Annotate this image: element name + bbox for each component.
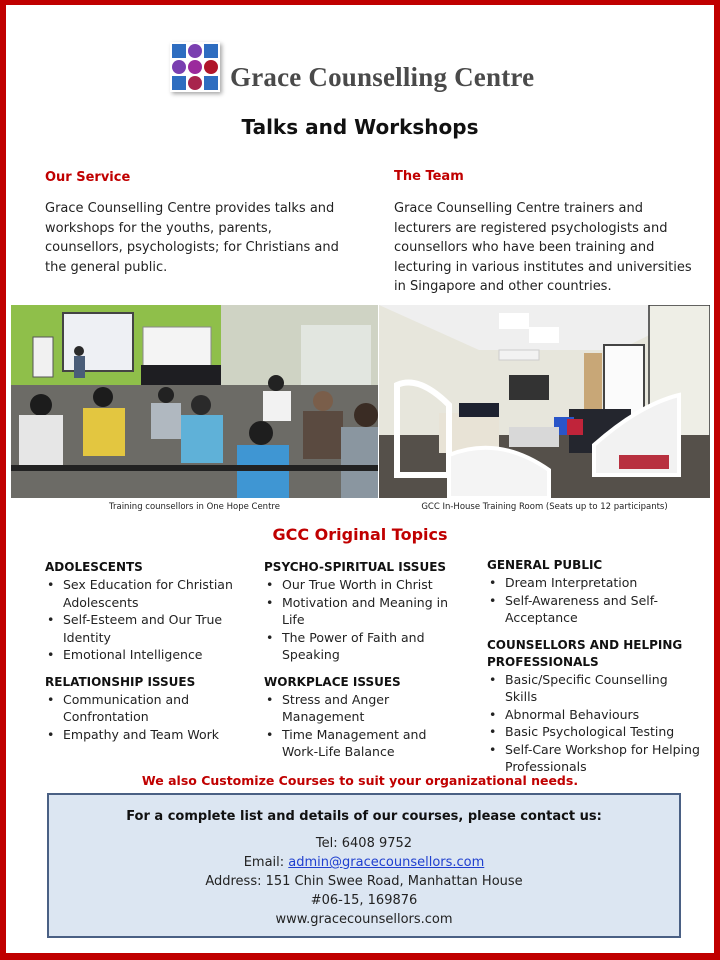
- contact-address-line1: Address: 151 Chin Swee Road, Manhattan House: [205, 874, 523, 889]
- topic-item: • Stress and Anger Management: [264, 691, 464, 726]
- topics-column-3: [487, 557, 702, 786]
- tel-number: 6408 9752: [341, 836, 413, 851]
- logo-square: [204, 44, 218, 58]
- topic-item: • Dream Interpretation: [487, 574, 702, 592]
- topic-item: • Abnormal Behaviours: [487, 706, 702, 724]
- brand-name: Grace Counselling Centre: [230, 62, 535, 92]
- photo-caption: Training counsellors in One Hope Centre: [109, 502, 280, 512]
- topic-group-general-public: [487, 557, 702, 627]
- contact-lead: For a complete list and details of our courses, please contact us:: [126, 809, 602, 824]
- our-service-body: Grace Counselling Centre provides talks and workshops for the youths, parents, counsellors, psychologists; for Christians and the general public.: [45, 201, 339, 275]
- topic-item: • Time Management and Work-Life Balance: [264, 726, 464, 761]
- topic-group-relationship: [45, 674, 245, 744]
- logo-circle: [188, 44, 202, 58]
- topic-item: • Communication and Confrontation: [45, 691, 245, 726]
- email-label: Email:: [243, 855, 289, 870]
- email-link[interactable]: admin@gracecounsellors.com: [288, 855, 485, 870]
- topic-item: • Self-Awareness and Self-Acceptance: [487, 592, 702, 627]
- training-room-photo: [379, 305, 710, 498]
- training-session-image: [11, 305, 378, 498]
- topic-item: • Emotional Intelligence: [45, 646, 245, 664]
- our-service-heading: Our Service: [45, 170, 131, 185]
- training-room-image: [379, 305, 710, 498]
- photo-caption: GCC In-House Training Room (Seats up to 12 participants): [421, 502, 668, 512]
- contact-box: [47, 793, 681, 938]
- topic-group-heading: PSYCHO-SPIRITUAL ISSUES: [264, 560, 447, 574]
- topics-column-2: [264, 559, 464, 771]
- topic-group-heading: COUNSELLORS AND HELPING PROFESSIONALS: [487, 637, 683, 669]
- gcc-logo-icon: [170, 42, 220, 92]
- topics-column-1: [45, 559, 245, 753]
- contact-email: [49, 853, 679, 872]
- logo-circle: [188, 60, 202, 74]
- topic-item: • Sex Education for Christian Adolescents: [45, 576, 245, 611]
- topic-group-workplace: [264, 674, 464, 761]
- topic-group-counsellors: [487, 637, 702, 776]
- topic-item: • Basic/Specific Counselling Skills: [487, 671, 702, 706]
- customize-note: We also Customize Courses to suit your organizational needs.: [141, 773, 579, 788]
- topic-item: • Self-Care Workshop for Helping Professionals: [487, 741, 702, 776]
- logo-circle: [188, 76, 202, 90]
- contact-tel: [49, 834, 679, 853]
- the-team-heading: The Team: [394, 169, 464, 184]
- logo-circle: [204, 60, 218, 74]
- page-title: Talks and Workshops: [241, 115, 479, 139]
- topics-title: GCC Original Topics: [272, 525, 448, 544]
- logo-square: [204, 76, 218, 90]
- contact-website: www.gracecounsellors.com: [275, 912, 453, 927]
- the-team-body: Grace Counselling Centre trainers and lecturers are registered psychologists and counsellors who have been training and lecturing in various institutes and universities in Singapore and other countries.: [394, 201, 692, 294]
- logo-square: [172, 76, 186, 90]
- topic-item: • Our True Worth in Christ: [264, 576, 464, 594]
- topic-item: • Basic Psychological Testing: [487, 723, 702, 741]
- header: [170, 42, 534, 92]
- topic-item: • The Power of Faith and Speaking: [264, 629, 464, 664]
- topic-group-heading: RELATIONSHIP ISSUES: [45, 674, 196, 689]
- topic-group-heading: GENERAL PUBLIC: [487, 558, 603, 572]
- topic-group-heading: WORKPLACE ISSUES: [264, 674, 401, 689]
- topic-item: • Motivation and Meaning in Life: [264, 594, 464, 629]
- topic-item: • Empathy and Team Work: [45, 726, 245, 744]
- contact-address-line2: #06-15, 169876: [310, 893, 418, 908]
- topic-item: • Self-Esteem and Our True Identity: [45, 611, 245, 646]
- topic-group-heading: ADOLESCENTS: [45, 560, 143, 574]
- topic-group-adolescents: [45, 559, 245, 664]
- logo-square: [172, 44, 186, 58]
- topic-group-psycho-spiritual: [264, 559, 464, 664]
- tel-label: Tel:: [315, 836, 342, 851]
- training-session-photo: [11, 305, 378, 498]
- logo-circle: [172, 60, 186, 74]
